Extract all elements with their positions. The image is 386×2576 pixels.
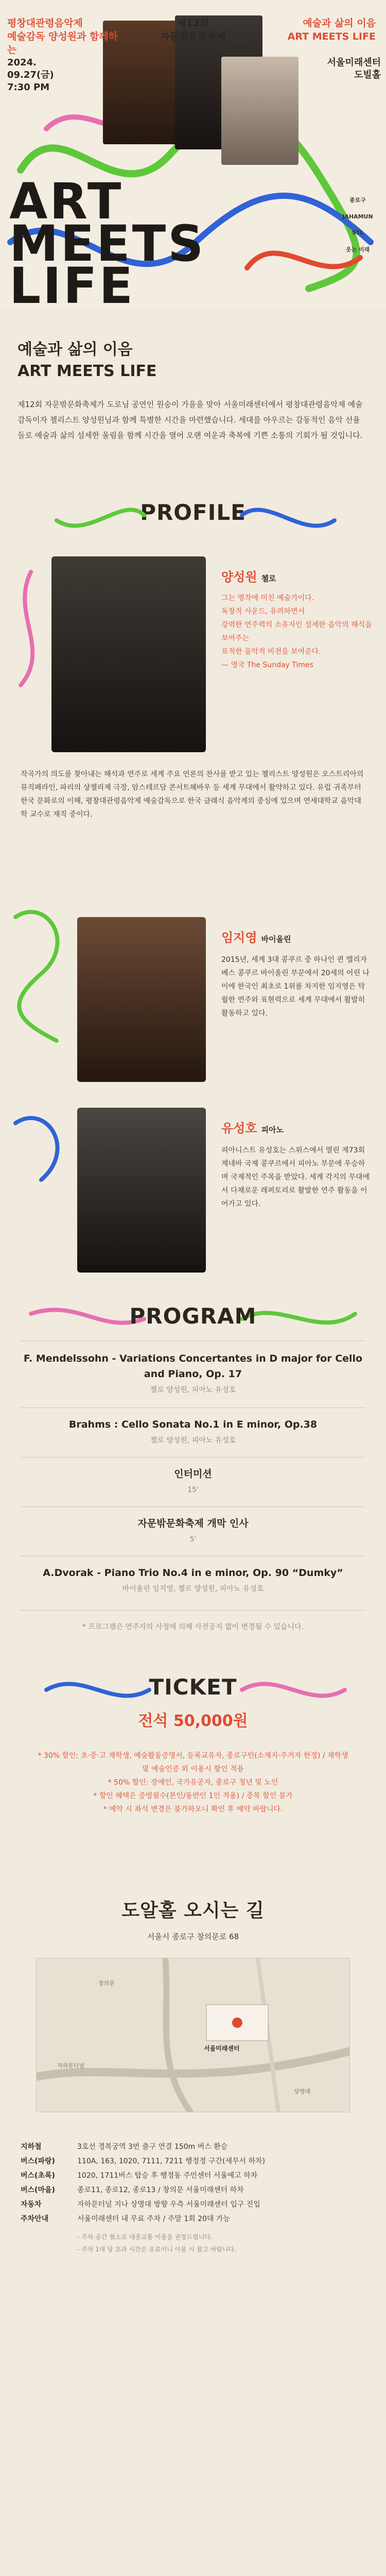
route-key: 버스(파랑) bbox=[21, 2157, 55, 2165]
program-title: PROGRAM bbox=[129, 1303, 257, 1329]
hero-edition-line: 제12회 bbox=[177, 18, 209, 29]
hero-title-line: LIFE bbox=[9, 257, 135, 309]
ticket-note: * 50% 할인: 장애인, 국가유공자, 종로구 청년 및 노인 bbox=[108, 1778, 278, 1787]
program-item-title: F. Mendelssohn - Variations Concertantes in D major for Cello and Piano, Op. 17 bbox=[23, 1353, 363, 1380]
intro-body: 제12회 자문밖문화축제가 도로님 공연인 원숭이 가을을 맞아 서울미래센터에서 평창대관령음악제 예술감독이자 첼리스트 양성원님과 함께 특별한 시간을 마련했습니다. 세대를 아우르는 감동적인 음악 선율들로 예술과 삶의 섬세한 울림을 함께 시간을 열어 오랜 여운과 축복에 기쁜 소통의 기회가 될 것입니다. bbox=[17, 400, 363, 440]
program-item-sub: 첼로 양성원, 피아노 유성호 bbox=[150, 1386, 236, 1394]
hero-date bbox=[7, 57, 79, 94]
route-row bbox=[21, 2198, 371, 2211]
program-item-title: 인터미션 bbox=[174, 1468, 212, 1480]
program-item-title: 자문밖문화축제 개막 인사 bbox=[137, 1518, 249, 1529]
yu-name bbox=[221, 1118, 284, 1136]
sponsor-logo: JAHAMUN bbox=[342, 213, 373, 220]
program-item bbox=[21, 1466, 365, 1496]
route-value: 자하문터널 지나 상명대 방향 우측 서울미래센터 입구 진입 bbox=[77, 2200, 260, 2209]
program-item-sub: 15' bbox=[187, 1486, 199, 1494]
program-item-sub: 5' bbox=[189, 1535, 197, 1544]
route-value: 종로11, 종로12, 종로13 / 창의문 서울미래센터 하차 bbox=[77, 2186, 244, 2194]
festival-section bbox=[0, 2571, 386, 2576]
program-divider bbox=[21, 1457, 365, 1458]
hero-kicker-line: 예술감독 양성원과 함께하는 bbox=[7, 31, 118, 56]
lim-bio: 2015년, 세계 3대 콩쿠르 중 하나인 퀸 엘리자베스 콩쿠르 바이올린 부문에서 20세의 어린 나이에 한국인 최초로 1위를 차지한 임지영은 탁월한 연주와 표현력으로 세계 무대에서 활발히 활동하고 있다. bbox=[221, 956, 370, 1018]
profile-title: PROFILE bbox=[140, 500, 246, 525]
program-item bbox=[21, 1565, 365, 1595]
route-row bbox=[21, 2155, 371, 2167]
ticket-note: * 30% 할인: 초·중·고 재학생, 예술활동증명서, 등록교유자, 종로구민(소재지·주거자 한정) / 재학생 및 예술인증 외 이용시 할인 적용 bbox=[38, 1752, 348, 1773]
hero-edition-line: 자문밖문화축제 bbox=[160, 31, 226, 42]
yu-bio: 피아니스트 유성호는 스위스에서 열린 제73회 제네바 국제 콩쿠르에서 피아노 부문에 우승하며 국제적인 주목을 받았다. 세계 각지의 무대에서 다채로운 레퍼토리로 활발한 연주 활동을 이어가고 있다. bbox=[221, 1146, 370, 1208]
route-value: 110A, 163, 1020, 7111, 7211 행정정 구간(세무서 하차) bbox=[77, 2157, 266, 2165]
hero-date-line: 7:30 PM bbox=[7, 82, 50, 93]
yang-quote-line: 표적한 음악적 비전을 보여준다. bbox=[221, 648, 321, 656]
program-item-title: A.Dvorak - Piano Trio No.4 in e minor, Op. 90 “Dumky” bbox=[43, 1567, 343, 1579]
hero-kicker bbox=[7, 16, 126, 57]
lim-photo bbox=[77, 917, 206, 1082]
program-item bbox=[21, 1417, 365, 1447]
intro-heading-line: 예술과 삶의 이음 bbox=[17, 341, 133, 359]
program-item bbox=[21, 1351, 365, 1396]
yang-role: 첼로 bbox=[261, 574, 276, 583]
intro-heading bbox=[17, 339, 157, 382]
violinist-photo bbox=[221, 57, 299, 165]
sponsor-logos bbox=[337, 196, 378, 263]
hero-title bbox=[9, 173, 206, 309]
lim-name-text: 임지영 bbox=[221, 930, 257, 945]
hero-date-line: 2024. bbox=[7, 57, 37, 68]
route-key: 버스(초록) bbox=[21, 2172, 55, 2180]
route-key: 지하철 bbox=[21, 2143, 42, 2151]
yang-quote bbox=[221, 591, 376, 672]
program-note-text: * 프로그램은 연주자의 사정에 의해 사전공지 없이 변경될 수 있습니다. bbox=[82, 1623, 304, 1631]
parking-notes bbox=[21, 2231, 371, 2256]
route-row bbox=[21, 2141, 371, 2153]
map-label: 서울미래센터 bbox=[204, 2045, 240, 2052]
ticket-note: * 예약 시 좌석 변경은 불가하오니 확인 후 예약 바랍니다. bbox=[103, 1805, 283, 1814]
yang-photo bbox=[51, 556, 206, 752]
sponsor-logo: STL bbox=[352, 229, 364, 236]
sponsor-logo: 종로구 bbox=[349, 197, 366, 204]
yang-quote-line: 강력한 연주력의 소유자인 섬세한 음악의 해석을 보여주는 bbox=[221, 621, 372, 642]
route-row bbox=[21, 2170, 371, 2182]
route-value: 1020, 1711버스 탑승 후 행정동 주민센터 서울예고 하차 bbox=[77, 2172, 258, 2180]
directions-address: 서울시 종로구 창의문로 68 bbox=[147, 1932, 239, 1941]
route-key: 주차안내 bbox=[21, 2215, 49, 2223]
sponsor-logo: 웃는 미래 bbox=[345, 246, 370, 253]
yu-name-text: 유성호 bbox=[221, 1121, 257, 1136]
program-divider bbox=[21, 1506, 365, 1507]
yang-bio: 작곡가의 의도를 찾아내는 해석과 연주로 세계 주요 언론의 찬사를 받고 있는 첼리스트 양성원은 오스트리아의 뮤직페라인, 파리의 샹젤리제 극장, 암스테르담 콘서트헤바우 등 세계 무대에서 활약하고 있다. 유럽 귀족부터 한국 문화로의 이해, 평창대관령음악제 예술감독으로 한국 클래식 음악계의 중심에 있으며 연세대학교 음악대학 교수로 재직 중이다. bbox=[21, 770, 364, 819]
program-section bbox=[0, 1293, 386, 1659]
yang-quote-line: 그는 명작에 미친 예술가이다. bbox=[221, 594, 314, 602]
program-item-sub: 첼로 양성원, 피아노 유성호 bbox=[150, 1436, 236, 1445]
route-key: 자동차 bbox=[21, 2200, 42, 2209]
route-value: 3호선 경복궁역 3번 출구 연결 150m 버스 환승 bbox=[77, 2143, 228, 2151]
intro-section bbox=[0, 309, 386, 479]
program-item-sub: 바이올린 임지영, 첼로 양성원, 피아노 유성호 bbox=[122, 1585, 264, 1593]
route-key: 버스(마을) bbox=[21, 2186, 55, 2194]
program-divider bbox=[21, 1610, 365, 1611]
hero-edition bbox=[154, 16, 232, 43]
route-row bbox=[21, 2213, 371, 2225]
hero-kicker-line: 평창대관령음악제 bbox=[7, 18, 83, 29]
map-label: 상명대 bbox=[294, 2088, 310, 2095]
lim-role: 바이올린 bbox=[261, 935, 291, 944]
ticket-note: * 할인 혜택은 증빙필수(본인/동반인 1인 적용) / 중복 할인 불가 bbox=[93, 1792, 293, 1800]
location-map[interactable] bbox=[36, 1958, 350, 2112]
ticket-section bbox=[0, 1659, 386, 1880]
intro-heading-line: ART MEETS LIFE bbox=[17, 362, 157, 380]
parking-note: - 주차 1대 당 초과 시간은 유료이니 이용 시 참고 바랍니다. bbox=[77, 2246, 236, 2253]
directions-section bbox=[0, 1880, 386, 2571]
hero-section bbox=[0, 0, 386, 309]
yang-name bbox=[221, 567, 276, 585]
directions-title: 도알홀 오시는 길 bbox=[121, 1900, 265, 1921]
program-note bbox=[21, 1619, 365, 1633]
route-row bbox=[21, 2184, 371, 2196]
ticket-title: TICKET bbox=[149, 1674, 237, 1700]
yang-quote-line: 독창적 사운드, 유려하면서 bbox=[221, 607, 305, 616]
map-label: 자하문터널 bbox=[57, 2062, 85, 2069]
hero-venue bbox=[319, 57, 381, 81]
hero-tagline-line: ART MEETS LIFE bbox=[287, 31, 376, 42]
hero-venue-line: 도빌홀 bbox=[354, 70, 381, 80]
program-item-title: Brahms : Cello Sonata No.1 in E minor, Op.38 bbox=[68, 1419, 318, 1430]
hero-venue-line: 서울미래센터 bbox=[327, 57, 381, 68]
yang-name-text: 양성원 bbox=[221, 570, 257, 584]
lim-name bbox=[221, 927, 291, 945]
yang-quote-source: — 영국 The Sunday Times bbox=[221, 661, 313, 669]
hero-date-line: 09.27(금) bbox=[7, 70, 54, 80]
yu-role: 피아노 bbox=[261, 1125, 284, 1134]
profile-section bbox=[0, 479, 386, 1293]
hero-tagline bbox=[242, 16, 376, 43]
ticket-notes bbox=[36, 1749, 350, 1816]
map-label: 창의문 bbox=[98, 1980, 115, 1987]
ticket-price: 전석 50,000원 bbox=[138, 1712, 248, 1730]
hero-title-line: ART bbox=[9, 173, 124, 230]
hero-tagline-line: 예술과 삶의 이음 bbox=[303, 18, 376, 29]
hero-title-line: MEETS bbox=[9, 215, 206, 273]
program-item bbox=[21, 1516, 365, 1546]
parking-note: - 주차 공간 협소로 대중교통 이용을 권장드립니다. bbox=[77, 2233, 213, 2241]
route-value: 서울미래센터 내 무료 주차 / 주말 1회 20대 가능 bbox=[77, 2215, 230, 2223]
yu-photo bbox=[77, 1108, 206, 1273]
